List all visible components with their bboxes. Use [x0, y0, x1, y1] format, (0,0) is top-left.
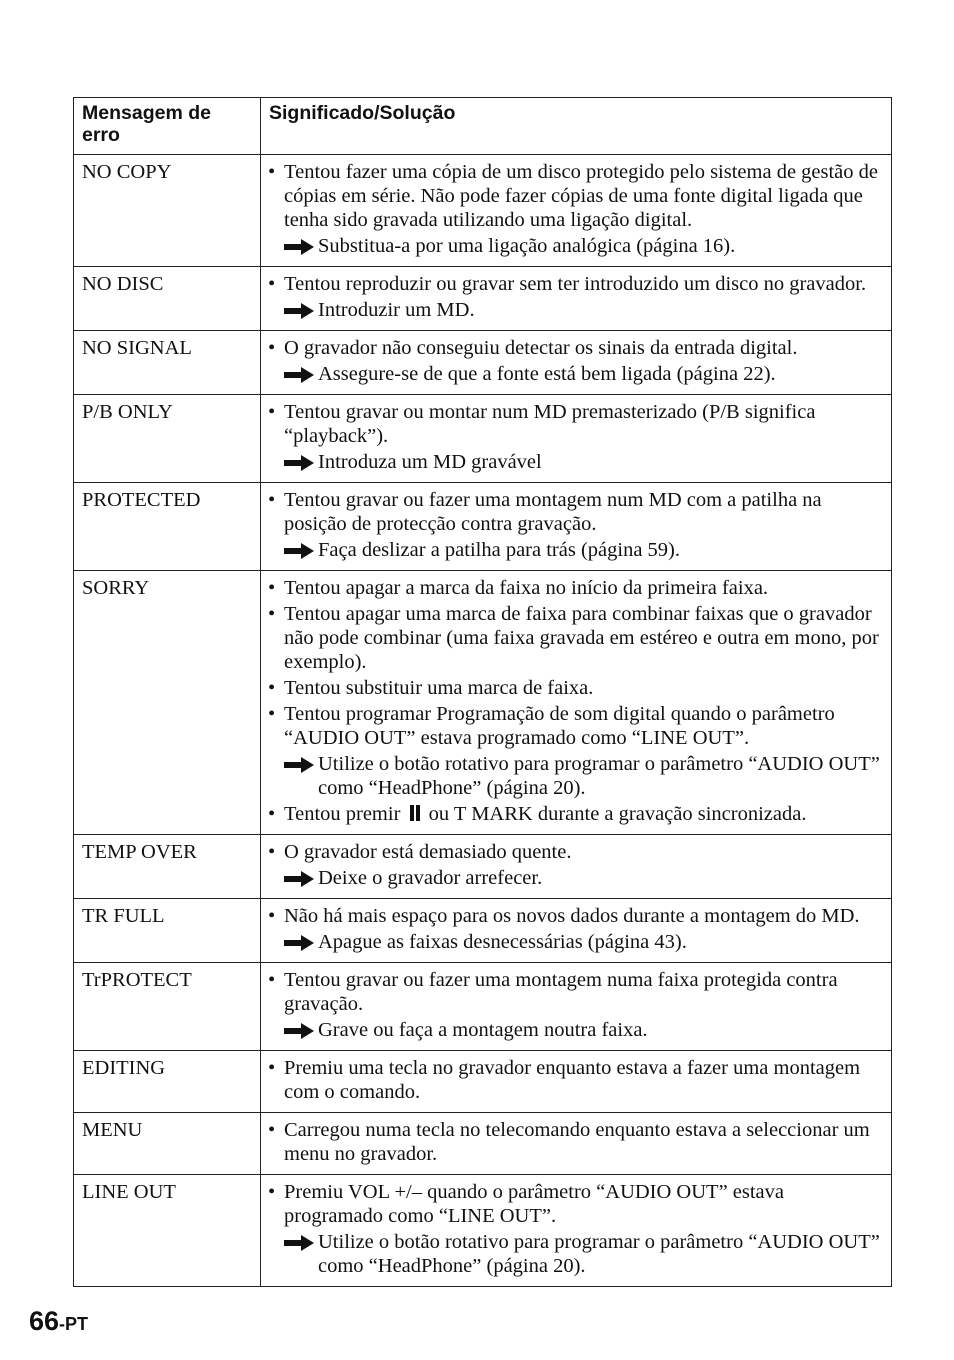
bullet-text: Tentou fazer uma cópia de um disco protegido pelo sistema de gestão de cópias em série. Não pode fazer cópias de uma fonte digital ligada que tenha sido gravada utilizando uma ligação digital.	[284, 161, 879, 231]
error-message-cell: SORRY	[74, 571, 261, 835]
error-message-cell: TR FULL	[74, 899, 261, 963]
meaning-solution-cell	[261, 155, 892, 267]
pause-icon	[408, 805, 422, 821]
solution-text: Substitua-a por uma ligação analógica (página 16).	[318, 235, 736, 257]
arrow-right-icon	[284, 239, 314, 255]
meaning-solution-cell	[261, 1175, 892, 1287]
error-message-cell: MENU	[74, 1113, 261, 1175]
meaning-solution-cell	[261, 1051, 892, 1113]
table-row	[74, 483, 892, 571]
solution-item	[268, 1230, 883, 1278]
solution-item	[268, 234, 883, 258]
arrow-right-icon	[284, 303, 314, 319]
bullet-item	[268, 702, 883, 750]
error-message-cell: EDITING	[74, 1051, 261, 1113]
bullet-item	[268, 336, 883, 360]
meaning-solution-cell	[261, 483, 892, 571]
error-message-table	[73, 97, 892, 1287]
meaning-solution-cell	[261, 331, 892, 395]
bullet-item	[268, 802, 883, 826]
bullet-text: Tentou gravar ou montar num MD premasterizado (P/B significa “playback”).	[284, 401, 816, 447]
error-message-cell: TEMP OVER	[74, 835, 261, 899]
meaning-solution-cell	[261, 571, 892, 835]
solution-text: Utilize o botão rotativo para programar o parâmetro “AUDIO OUT” como “HeadPhone” (página 20).	[318, 753, 880, 799]
bullet-text: O gravador está demasiado quente.	[284, 841, 572, 863]
bullet-text: Premiu uma tecla no gravador enquanto estava a fazer uma montagem com o comando.	[284, 1057, 861, 1103]
header-error-message: Mensagem de erro	[74, 98, 261, 155]
bullet-item	[268, 488, 883, 536]
bullet-text: Premiu VOL +/– quando o parâmetro “AUDIO OUT” estava programado como “LINE OUT”.	[284, 1181, 785, 1227]
table-row	[74, 331, 892, 395]
bullet-text: Tentou reproduzir ou gravar sem ter introduzido um disco no gravador.	[284, 273, 867, 295]
page-number-suffix: -PT	[59, 1314, 89, 1334]
error-message-cell: NO SIGNAL	[74, 331, 261, 395]
solution-text: Utilize o botão rotativo para programar o parâmetro “AUDIO OUT” como “HeadPhone” (página 20).	[318, 1231, 880, 1277]
arrow-right-icon	[284, 935, 314, 951]
solution-item	[268, 1018, 883, 1042]
bullet-item	[268, 160, 883, 232]
bullet-text: Tentou gravar ou fazer uma montagem num MD com a patilha na posição de protecção contra gravação.	[284, 489, 822, 535]
error-message-cell: TrPROTECT	[74, 963, 261, 1051]
arrow-right-icon	[284, 1235, 314, 1251]
bullet-item	[268, 272, 883, 296]
bullet-item	[268, 400, 883, 448]
meaning-solution-cell	[261, 395, 892, 483]
bullet-item	[268, 602, 883, 674]
arrow-right-icon	[284, 757, 314, 773]
meaning-solution-cell	[261, 1113, 892, 1175]
table-row	[74, 155, 892, 267]
table-header-row	[74, 98, 892, 155]
page-number-value: 66	[29, 1306, 60, 1336]
meaning-solution-cell	[261, 267, 892, 331]
solution-item	[268, 362, 883, 386]
bullet-item	[268, 1118, 883, 1166]
bullet-text: Carregou numa tecla no telecomando enquanto estava a seleccionar um menu no gravador.	[284, 1119, 870, 1165]
table-row	[74, 835, 892, 899]
solution-item	[268, 752, 883, 800]
solution-text: Introduza um MD gravável	[318, 451, 542, 473]
error-message-cell: NO COPY	[74, 155, 261, 267]
error-message-cell: LINE OUT	[74, 1175, 261, 1287]
arrow-right-icon	[284, 367, 314, 383]
table-row	[74, 1051, 892, 1113]
bullet-text: Tentou apagar a marca da faixa no início da primeira faixa.	[284, 577, 769, 599]
bullet-item	[268, 1180, 883, 1228]
solution-text: Deixe o gravador arrefecer.	[318, 867, 543, 889]
bullet-text: Tentou gravar ou fazer uma montagem numa faixa protegida contra gravação.	[284, 969, 838, 1015]
table-row	[74, 963, 892, 1051]
bullet-item	[268, 904, 883, 928]
solution-text: Introduzir um MD.	[318, 299, 475, 321]
solution-item	[268, 866, 883, 890]
bullet-item	[268, 576, 883, 600]
bullet-text: O gravador não conseguiu detectar os sinais da entrada digital.	[284, 337, 798, 359]
bullet-item	[268, 1056, 883, 1104]
page-number	[29, 1306, 88, 1337]
solution-item	[268, 538, 883, 562]
error-message-cell: NO DISC	[74, 267, 261, 331]
table-row	[74, 1175, 892, 1287]
arrow-right-icon	[284, 455, 314, 471]
table-row	[74, 571, 892, 835]
solution-item	[268, 450, 883, 474]
bullet-item	[268, 968, 883, 1016]
meaning-solution-cell	[261, 835, 892, 899]
solution-text: Grave ou faça a montagem noutra faixa.	[318, 1019, 648, 1041]
bullet-text: Tentou premir	[284, 803, 401, 825]
header-meaning-solution: Significado/Solução	[261, 98, 892, 155]
bullet-item	[268, 840, 883, 864]
bullet-item	[268, 676, 883, 700]
solution-text: Faça deslizar a patilha para trás (página 59).	[318, 539, 680, 561]
arrow-right-icon	[284, 1023, 314, 1039]
solution-item	[268, 930, 883, 954]
arrow-right-icon	[284, 871, 314, 887]
error-message-cell: PROTECTED	[74, 483, 261, 571]
bullet-text: Tentou substituir uma marca de faixa.	[284, 677, 594, 699]
bullet-text: Tentou programar Programação de som digital quando o parâmetro “AUDIO OUT” estava programado como “LINE OUT”.	[284, 703, 835, 749]
solution-text: Assegure-se de que a fonte está bem ligada (página 22).	[318, 363, 776, 385]
meaning-solution-cell	[261, 899, 892, 963]
table-row	[74, 1113, 892, 1175]
bullet-text: Não há mais espaço para os novos dados durante a montagem do MD.	[284, 905, 860, 927]
solution-item	[268, 298, 883, 322]
table-row	[74, 395, 892, 483]
bullet-text: ou T MARK durante a gravação sincronizada.	[428, 803, 807, 825]
table-row	[74, 267, 892, 331]
table-row	[74, 899, 892, 963]
solution-text: Apague as faixas desnecessárias (página 43).	[318, 931, 687, 953]
bullet-text: Tentou apagar uma marca de faixa para combinar faixas que o gravador não pode combinar (uma faixa gravada em estéreo e outra em mono, por exemplo).	[284, 603, 879, 673]
meaning-solution-cell	[261, 963, 892, 1051]
error-message-cell: P/B ONLY	[74, 395, 261, 483]
arrow-right-icon	[284, 543, 314, 559]
